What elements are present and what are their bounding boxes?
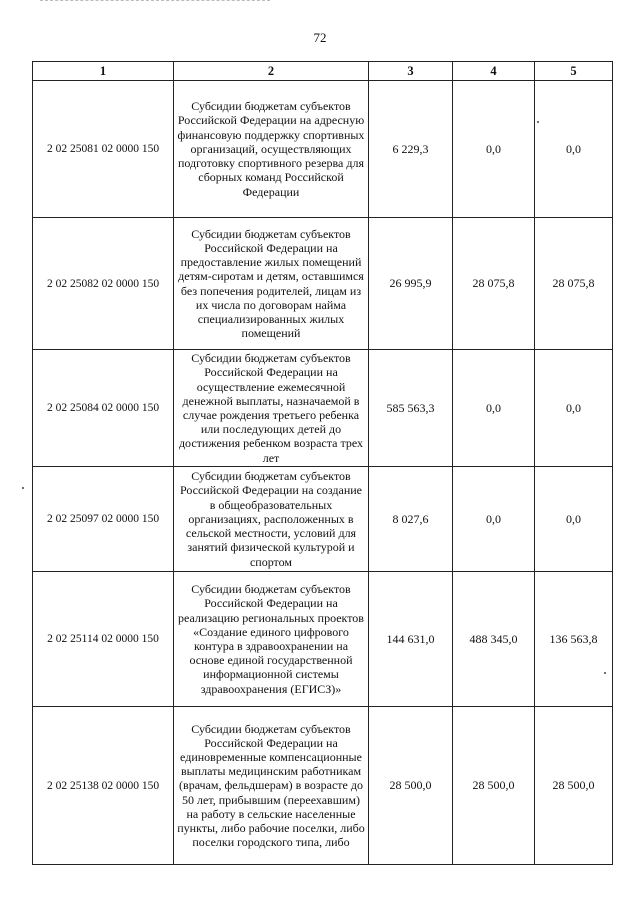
amount-col-4: 488 345,0: [453, 572, 535, 707]
amount-col-5: 28 075,8: [535, 218, 613, 350]
amount-col-5: 136 563,8: [535, 572, 613, 707]
row-description-text: Субсидии бюджетам субъектов Российской Федерации на предоставление жилых помещений детям-сиротам и детям, оставшимся без попечения родителей, лицам из их числа по договорам найма специализированных жилых помещений: [178, 226, 364, 341]
amount-col-4: 0,0: [453, 467, 535, 572]
table-row: [33, 350, 613, 467]
budget-code: 2 02 25114 02 0000 150: [33, 572, 174, 707]
row-description: [174, 572, 369, 707]
header-col-2: 2: [174, 62, 369, 81]
table-row: [33, 572, 613, 707]
row-description: [174, 350, 369, 467]
budget-code: 2 02 25097 02 0000 150: [33, 467, 174, 572]
amount-col-4: 28 075,8: [453, 218, 535, 350]
budget-code: 2 02 25081 02 0000 150: [33, 81, 174, 218]
amount-col-3: 585 563,3: [369, 350, 453, 467]
budget-revenue-table: [32, 61, 613, 865]
row-description-text: Субсидии бюджетам субъектов Российской Федерации на создание в общеобразовательных организациях, расположенных в сельской местности, условий для занятий физической культурой и спортом: [179, 469, 362, 569]
amount-col-3: 26 995,9: [369, 218, 453, 350]
row-description-text: Субсидии бюджетам субъектов Российской Федерации на реализацию региональных проектов «Создание единого цифрового контура в здравоохранении на основе единой государственной информационной системы здравоохранения (ЕГИСЗ)»: [178, 582, 364, 696]
row-description-text: Субсидии бюджетам субъектов Российской Федерации на адресную финансовую поддержку спортивных организаций, осуществляющих подготовку спортивного резерва для сборных команд Российской Федерации: [177, 99, 365, 199]
amount-col-3: 8 027,6: [369, 467, 453, 572]
row-description: [174, 467, 369, 572]
header-col-1: 1: [33, 62, 174, 81]
row-description: [174, 218, 369, 350]
row-description-text: Субсидии бюджетам субъектов Российской Федерации на единовременные компенсационные выплаты медицинским работникам (врачам, фельдшерам) в возрасте до 50 лет, прибывшим (переехавшим) на работу в сельские населенные пункты, либо рабочие поселки, либо поселки городского типа, либо: [177, 721, 365, 850]
row-description-text: Субсидии бюджетам субъектов Российской Федерации на осуществление ежемесячной денежной выплаты, назначаемой в случае рождения третьего ребенка или последующих детей до достижения ребенком возраста трех лет: [178, 351, 364, 465]
budget-code: 2 02 25082 02 0000 150: [33, 218, 174, 350]
amount-col-3: 144 631,0: [369, 572, 453, 707]
table-row: [33, 467, 613, 572]
amount-col-5: 28 500,0: [535, 707, 613, 865]
top-scan-rule: [40, 0, 270, 3]
amount-col-3: 6 229,3: [369, 81, 453, 218]
scan-speck: [537, 121, 539, 123]
row-description: [174, 81, 369, 218]
header-col-5: 5: [535, 62, 613, 81]
amount-col-5: 0,0: [535, 350, 613, 467]
page-number: 72: [313, 30, 327, 45]
amount-col-5: 0,0: [535, 81, 613, 218]
budget-code: 2 02 25084 02 0000 150: [33, 350, 174, 467]
amount-col-4: 0,0: [453, 81, 535, 218]
scan-speck: [22, 487, 24, 489]
table-header-row: [33, 62, 613, 81]
table-row: [33, 218, 613, 350]
header-col-4: 4: [453, 62, 535, 81]
table-row: [33, 707, 613, 865]
amount-col-3: 28 500,0: [369, 707, 453, 865]
amount-col-4: 0,0: [453, 350, 535, 467]
row-description: [174, 707, 369, 865]
budget-code: 2 02 25138 02 0000 150: [33, 707, 174, 865]
amount-col-5: 0,0: [535, 467, 613, 572]
scan-speck: [604, 672, 606, 674]
header-col-3: 3: [369, 62, 453, 81]
table-row: [33, 81, 613, 218]
amount-col-4: 28 500,0: [453, 707, 535, 865]
